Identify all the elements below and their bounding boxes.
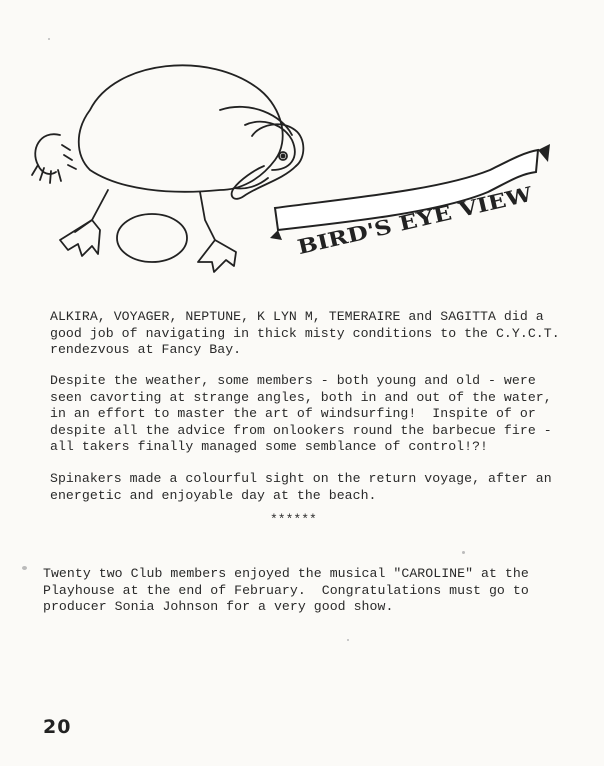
banner-ribbon bbox=[270, 144, 550, 259]
scan-speck bbox=[462, 551, 465, 554]
article-paragraph-3: Spinakers made a colourful sight on the return voyage, after an energetic and enjoyable day at the beach. bbox=[50, 471, 552, 503]
article-paragraph-1: ALKIRA, VOYAGER, NEPTUNE, K LYN M, TEMERAIRE and SAGITTA did a good job of navigating in thick misty conditions to the C.Y.C.T. rendezvous at Fancy Bay. bbox=[50, 309, 560, 357]
banner-title: BIRD'S EYE VIEW bbox=[295, 190, 498, 260]
scan-speck bbox=[347, 639, 349, 641]
scan-speck bbox=[22, 566, 27, 570]
page-number: 20 bbox=[43, 716, 72, 738]
scan-speck bbox=[48, 38, 50, 40]
bird-illustration bbox=[20, 40, 580, 280]
article-paragraph-2: Despite the weather, some members - both young and old - were seen cavorting at strange angles, both in and out of the water, in an effort to master the art of windsurfing! Inspite of or despite all the advice from onlookers round the barbecue fire - all takers finally managed some semblance of control!?! bbox=[50, 373, 552, 454]
article-paragraph-4: Twenty two Club members enjoyed the musical "CAROLINE" at the Playhouse at the end of February. Congratulations must go to producer Sonia Johnson for a very good show. bbox=[43, 566, 529, 614]
section-separator: ****** bbox=[270, 512, 317, 527]
